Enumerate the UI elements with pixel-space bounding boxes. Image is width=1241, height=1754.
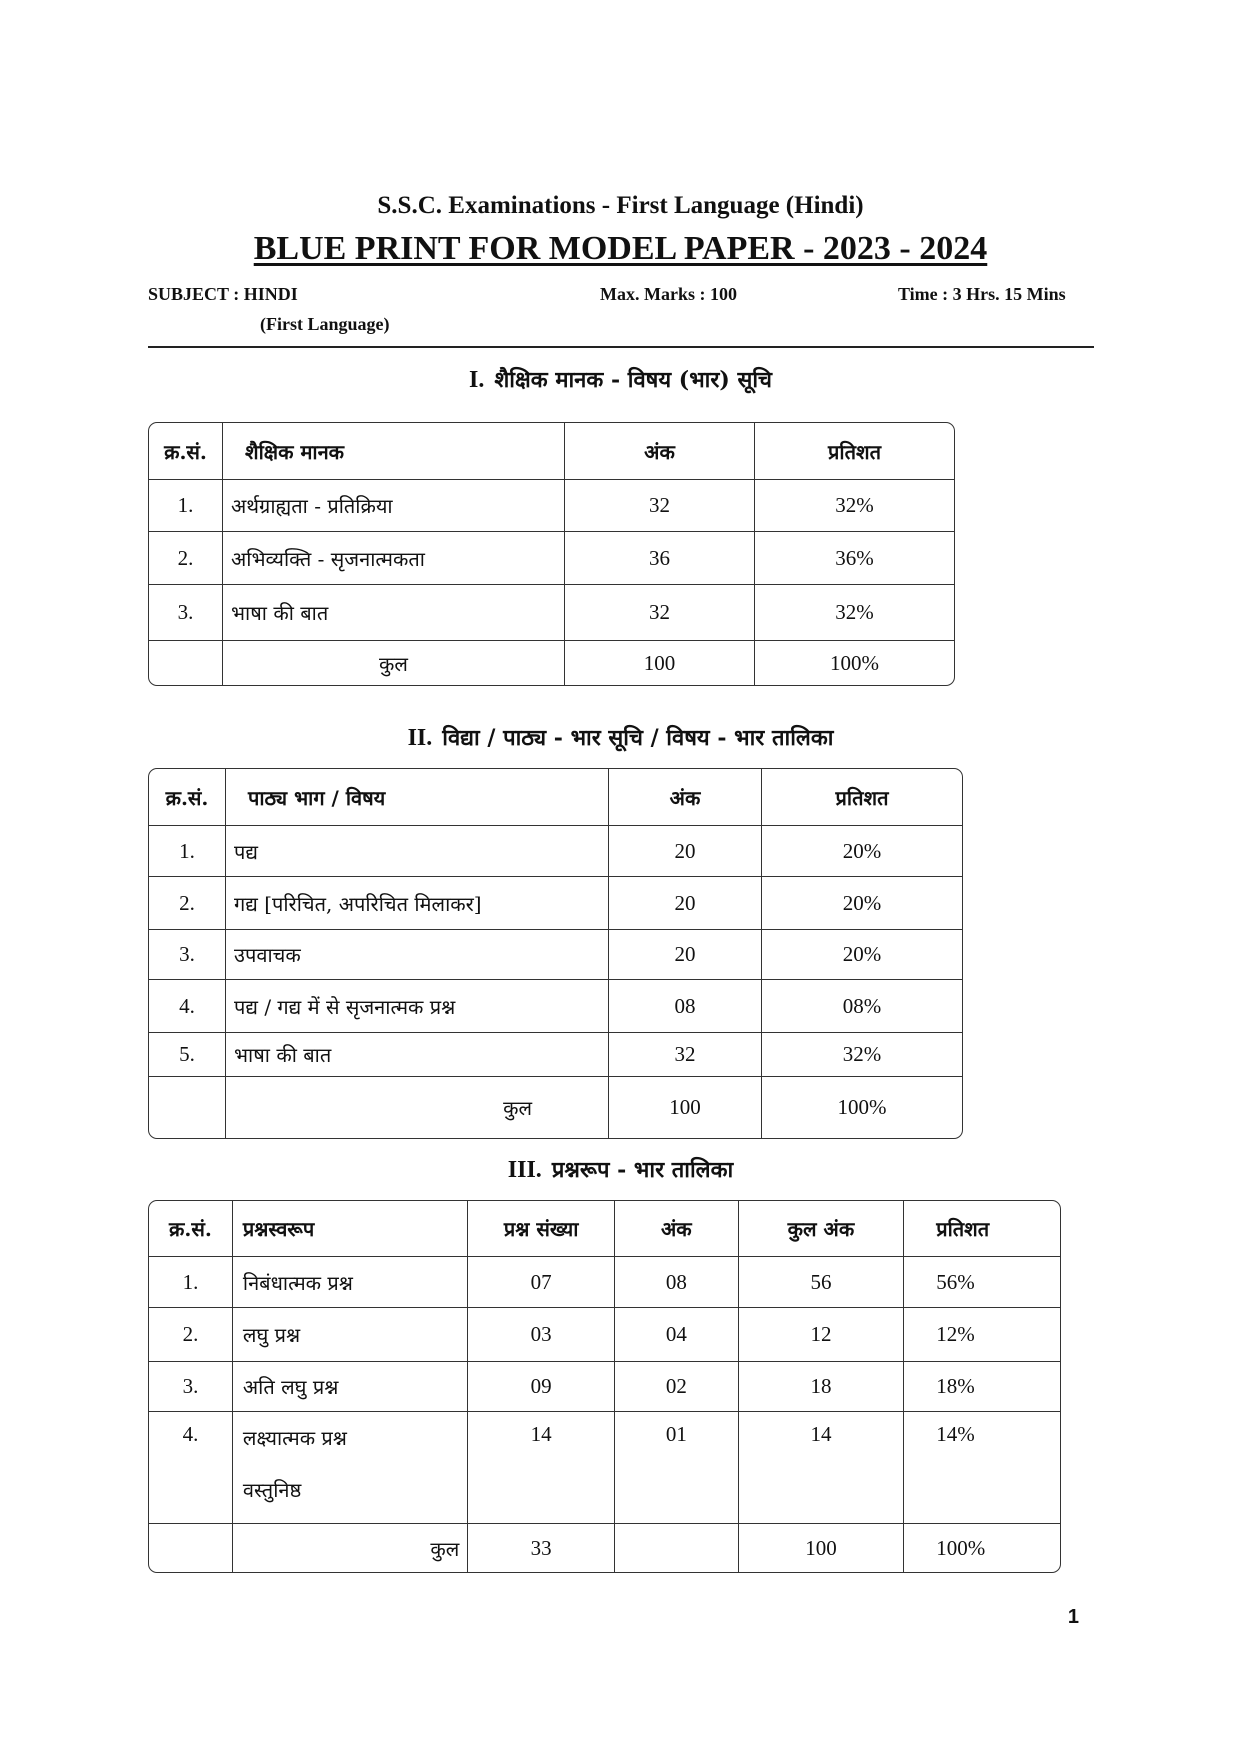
cell-pct: 32% [762, 1033, 962, 1077]
cell-pct: 20% [762, 826, 962, 877]
table-row [149, 585, 954, 641]
cell-sno: 3. [149, 930, 226, 980]
cell-sno: 1. [149, 480, 223, 532]
cell-count: 14 [468, 1412, 615, 1524]
section1-roman: I. [469, 367, 485, 393]
table-header-row [149, 1201, 1060, 1257]
cell-pct: 36% [755, 532, 954, 585]
cell-marks: 08 [609, 980, 762, 1033]
cell-type: निबंधात्मक प्रश्न [233, 1257, 468, 1308]
table-section1 [148, 422, 955, 686]
main-title: BLUE PRINT FOR MODEL PAPER - 2023 - 2024 [253, 230, 988, 267]
col-header-count: प्रश्न संख्या [468, 1201, 615, 1257]
table-row [149, 480, 954, 532]
cell-sno: 3. [149, 1362, 233, 1412]
cell-marks: 20 [609, 877, 762, 930]
cell-count: 07 [468, 1257, 615, 1308]
cell-sno: 3. [149, 585, 223, 641]
subject-sub-label: (First Language) [260, 314, 390, 334]
cell-marks: 20 [609, 930, 762, 980]
cell-pct: 18% [904, 1362, 1060, 1412]
cell-sno: 1. [149, 1257, 233, 1308]
cell-type: अति लघु प्रश्न [233, 1362, 468, 1412]
table-row [149, 980, 962, 1033]
cell-marks: 02 [615, 1362, 739, 1412]
col-header-type: प्रश्नस्वरूप [233, 1201, 468, 1257]
cell-sno: 4. [149, 1412, 233, 1524]
table-total-row [149, 1077, 962, 1138]
cell-total-pct: 100% [936, 1535, 986, 1560]
cell-marks: 01 [615, 1412, 739, 1524]
max-marks-label: Max. Marks : 100 [600, 284, 737, 304]
cell-count: 09 [468, 1362, 615, 1412]
table-row [149, 1308, 1060, 1362]
cell-empty [149, 1524, 233, 1572]
col-header-marks: अंक [615, 1201, 739, 1257]
header-divider [148, 346, 1094, 348]
cell-total: 56 [739, 1257, 905, 1308]
col-header-pct: प्रतिशत [755, 423, 954, 480]
table-header-row [149, 769, 962, 826]
cell-marks: 20 [609, 826, 762, 877]
cell-total: 12 [739, 1308, 905, 1362]
cell-sno: 2. [149, 877, 226, 930]
cell-pct: 08% [762, 980, 962, 1033]
cell-sno: 2. [149, 532, 223, 585]
cell-type: लघु प्रश्न [233, 1308, 468, 1362]
section1-title-text: शैक्षिक मानक - विषय (भार) सूचि [494, 367, 772, 393]
table-row [149, 877, 962, 930]
cell-name: पद्य / गद्य में से सृजनात्मक प्रश्न [226, 980, 609, 1033]
cell-total-count: 33 [468, 1524, 615, 1572]
cell-sno: 2. [149, 1308, 233, 1362]
subject-label: SUBJECT : HINDI [148, 284, 298, 304]
col-header-sno: क्र.सं. [149, 769, 226, 826]
cell-marks: 36 [565, 532, 755, 585]
cell-marks: 08 [615, 1257, 739, 1308]
col-header-marks: अंक [609, 769, 762, 826]
col-header-name: शैक्षिक मानक [223, 423, 565, 480]
cell-pct: 32% [755, 480, 954, 532]
section2-roman: II. [407, 725, 433, 751]
col-header-marks: अंक [565, 423, 755, 480]
cell-total: 14 [739, 1412, 905, 1524]
cell-total-pct: 100% [830, 650, 879, 675]
table-header-row [149, 423, 954, 480]
cell-sno: 5. [149, 1033, 226, 1077]
table-row [149, 930, 962, 980]
cell-total-total: 100 [739, 1524, 905, 1572]
section2-title-text: विद्या / पाठ्य - भार सूचि / विषय - भार तालिका [442, 725, 834, 751]
cell-name: उपवाचक [226, 930, 609, 980]
table-row [149, 1257, 1060, 1308]
table-row [149, 1362, 1060, 1412]
cell-pct: 56% [904, 1257, 1060, 1308]
table-total-row [149, 641, 954, 685]
cell-pct: 14% [904, 1412, 1060, 1524]
cell-name: अर्थग्राह्यता - प्रतिक्रिया [223, 480, 565, 532]
cell-type-line1: लक्ष्यात्मक प्रश्न [242, 1426, 347, 1450]
section2-title [0, 722, 1241, 752]
table-row [149, 532, 954, 585]
col-header-name: पाठ्य भाग / विषय [226, 769, 609, 826]
cell-total-label: कुल [233, 1524, 468, 1572]
cell-count: 03 [468, 1308, 615, 1362]
table-row [149, 826, 962, 877]
col-header-pct: प्रतिशत [762, 769, 962, 826]
cell-total-label: कुल [223, 641, 565, 685]
cell-marks: 32 [565, 480, 755, 532]
cell-marks: 32 [609, 1033, 762, 1077]
cell-total-marks: 100 [609, 1077, 762, 1138]
col-header-sno: क्र.सं. [149, 1201, 233, 1257]
time-label: Time : 3 Hrs. 15 Mins [898, 284, 1066, 304]
col-header-total: कुल अंक [739, 1201, 905, 1257]
cell-name: भाषा की बात [223, 585, 565, 641]
cell-pct: 12% [904, 1308, 1060, 1362]
cell-marks: 32 [565, 585, 755, 641]
cell-name: पद्य [226, 826, 609, 877]
section3-title [0, 1154, 1241, 1184]
section3-roman: III. [507, 1157, 542, 1183]
cell-name: अभिव्यक्ति - सृजनात्मकता [223, 532, 565, 585]
page-number: 1 [1067, 1606, 1079, 1628]
cell-marks: 04 [615, 1308, 739, 1362]
table-section2 [148, 768, 963, 1139]
table-total-row [149, 1524, 1060, 1572]
cell-empty [149, 641, 223, 685]
col-header-pct: प्रतिशत [904, 1201, 1060, 1257]
cell-sno: 1. [149, 826, 226, 877]
cell-total: 18 [739, 1362, 905, 1412]
cell-total-label: कुल [226, 1077, 609, 1138]
cell-total-pct: 100% [837, 1095, 887, 1119]
col-header-sno: क्र.सं. [149, 423, 223, 480]
cell-name: गद्य [परिचित, अपरिचित मिलाकर] [226, 877, 609, 930]
cell-empty [149, 1077, 226, 1138]
cell-pct: 20% [762, 930, 962, 980]
cell-total-marks [615, 1524, 739, 1572]
section3-title-text: प्रश्नरूप - भार तालिका [551, 1157, 734, 1183]
table-row [149, 1412, 1060, 1524]
table-row [149, 1033, 962, 1077]
cell-type [233, 1412, 468, 1524]
exam-title: S.S.C. Examinations - First Language (Hindi) [377, 192, 864, 219]
table-section3 [148, 1200, 1061, 1573]
section1-title [0, 364, 1241, 394]
cell-sno: 4. [149, 980, 226, 1033]
cell-name: भाषा की बात [226, 1033, 609, 1077]
cell-pct: 32% [755, 585, 954, 641]
cell-total-marks: 100 [565, 641, 755, 685]
cell-pct: 20% [762, 877, 962, 930]
cell-type-line2: वस्तुनिष्ठ [242, 1478, 302, 1502]
